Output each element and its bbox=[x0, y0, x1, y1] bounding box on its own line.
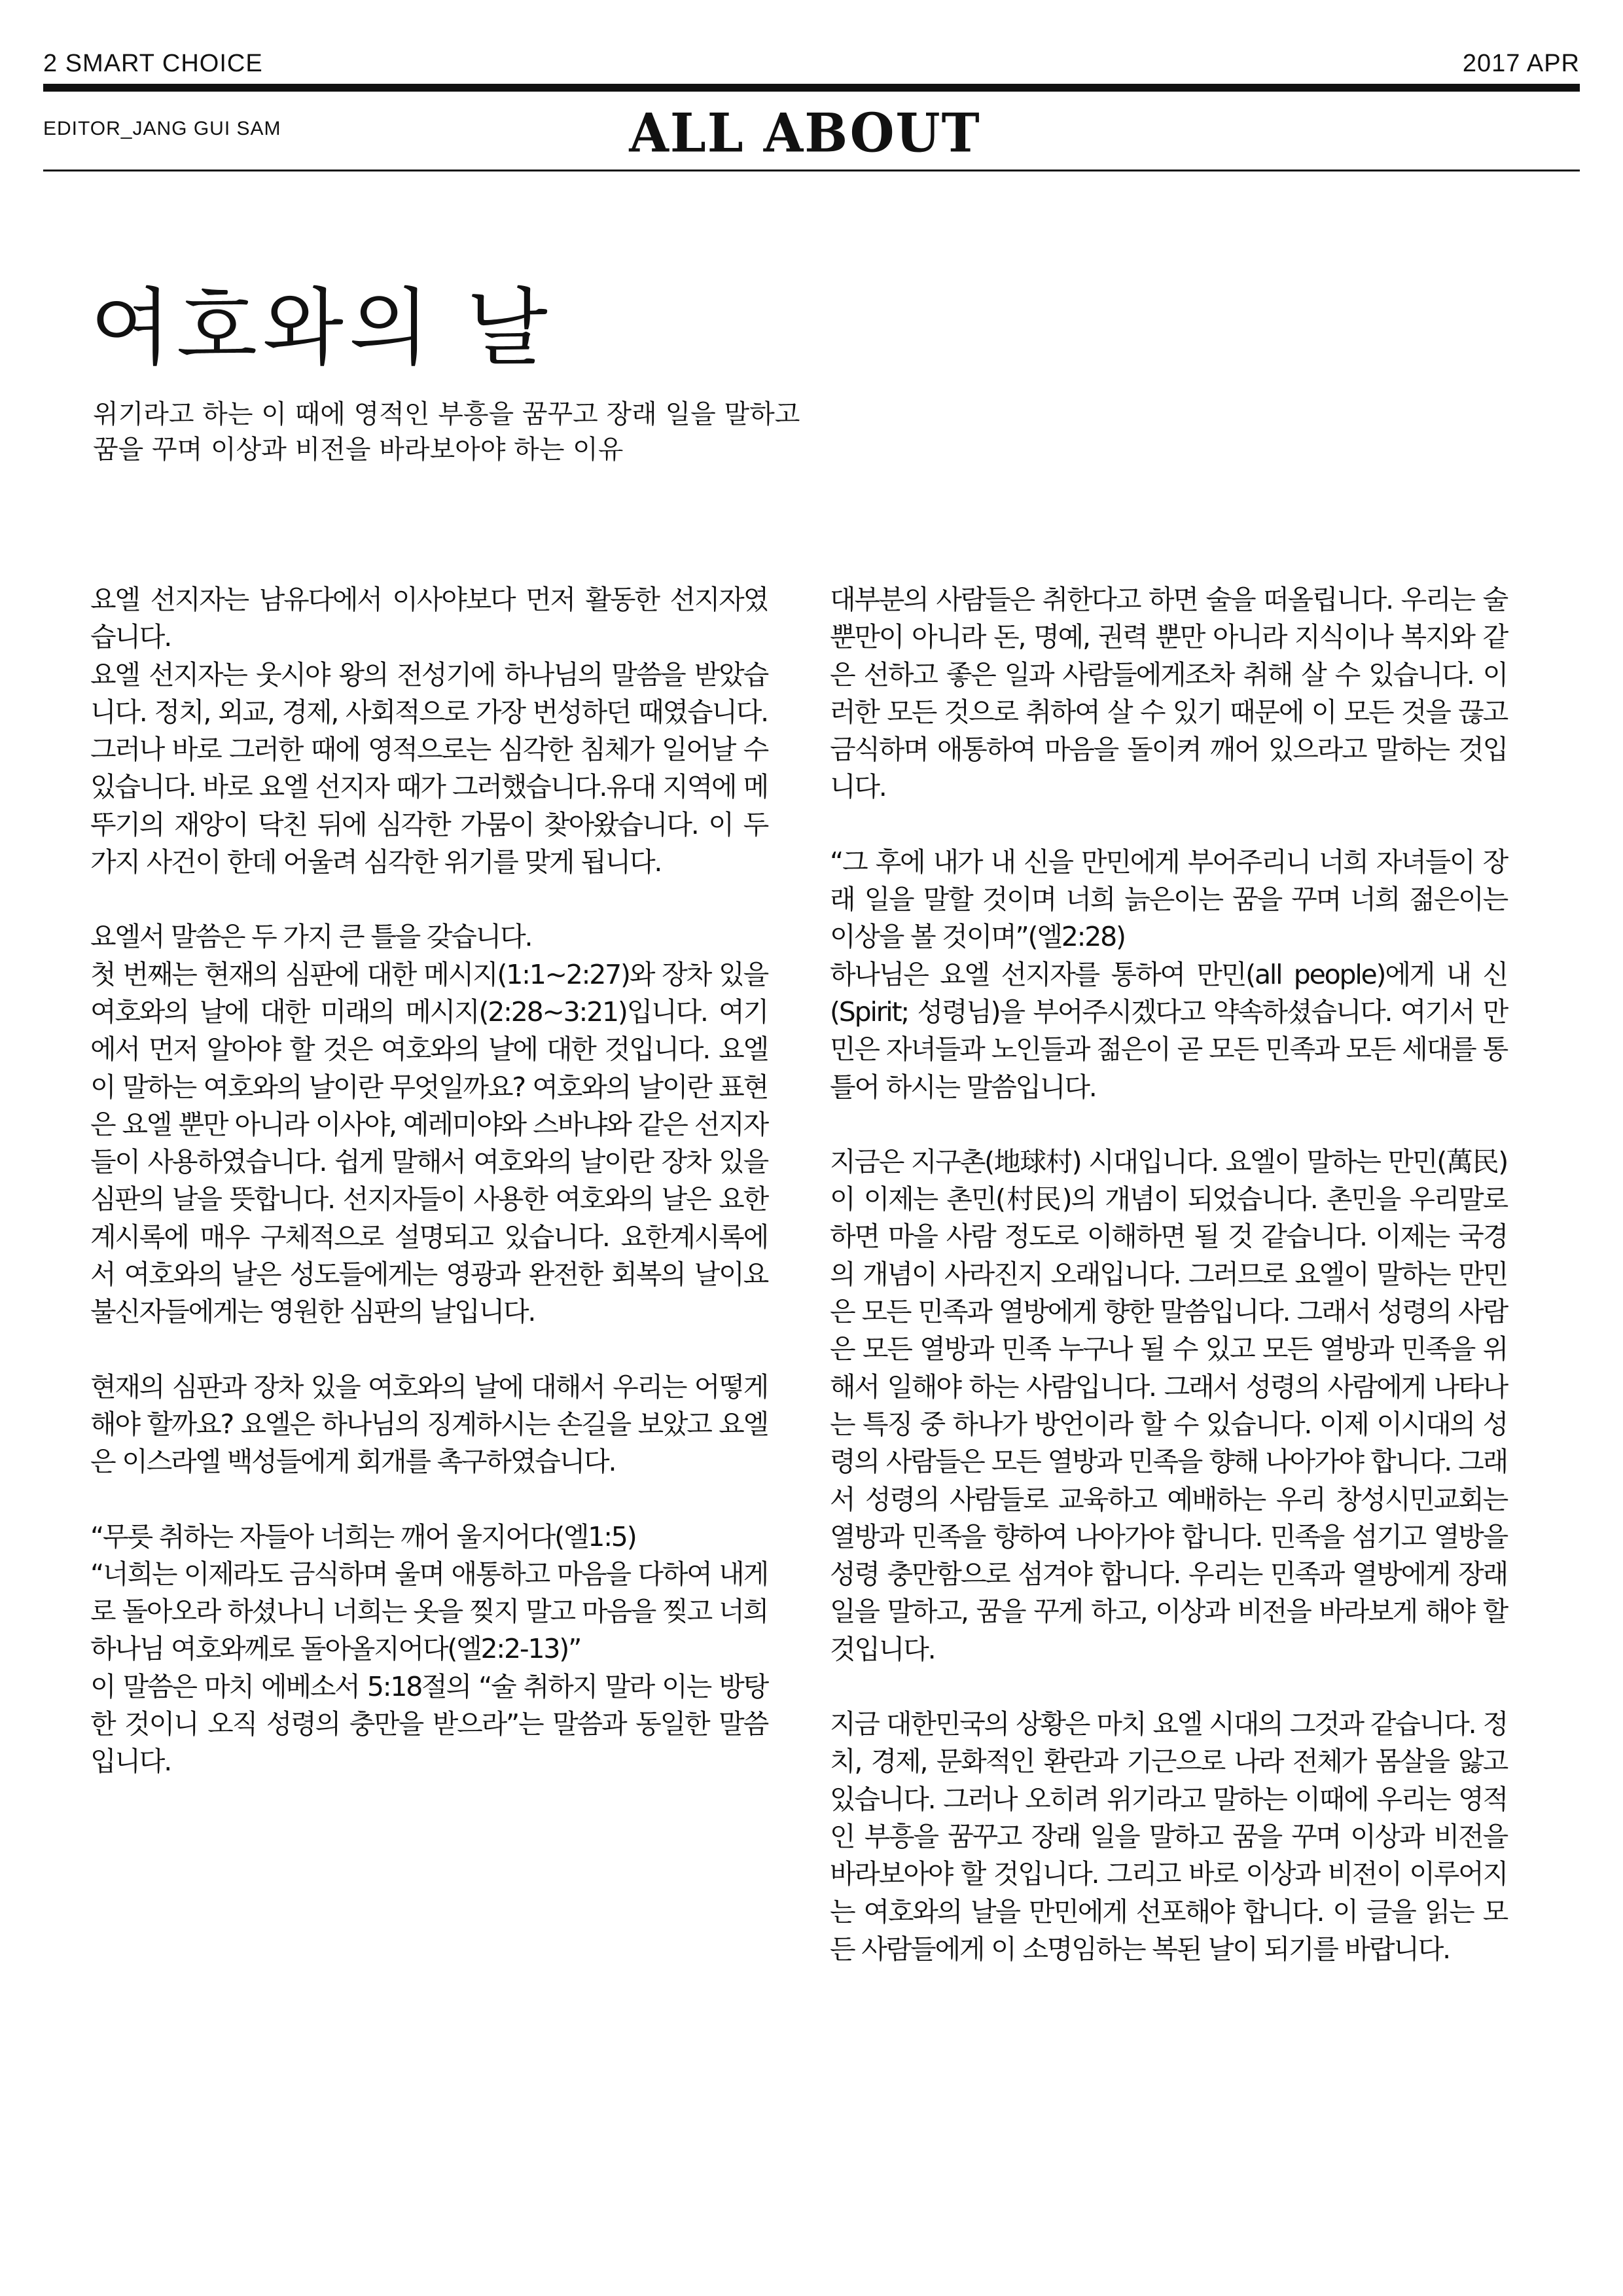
paragraph: 하나님은 요엘 선지자를 통하여 만민(all people)에게 내 신(Spirit; 성령님)을 부어주시겠다고 약속하셨습니다. 여기서 만민은 자녀들과 노인들과 젊은이 곧 모든 민족과 모든 세대를 통틀어 하시는 말씀입니다. bbox=[830, 958, 1507, 1103]
paragraph: 요엘 선지자는 웃시야 왕의 전성기에 하나님의 말씀을 받았습니다. 정치, 외교, 경제, 사회적으로 가장 번성하던 때였습니다. 그러나 바로 그러한 때에 영적으로는 심각한 침체가 일어날 수 있습니다. 바로 요엘 선지자 때가 그러했습니다.유대 지역에 메뚜기의 재앙이 닥친 뒤에 심각한 가뭄이 찾아왔습니다. 이 두 가지 사건이 한데 어울려 심각한 위기를 맞게 됩니다. bbox=[90, 658, 768, 878]
paragraph: 요엘 선지자는 남유다에서 이사야보다 먼저 활동한 선지자였습니다. bbox=[90, 584, 768, 653]
paragraph: 현재의 심판과 장차 있을 여호와의 날에 대해서 우리는 어떻게 해야 할까요? 요엘은 하나님의 징계하시는 손길을 보았고 요엘은 이스라엘 백성들에게 회개를 촉구하였습니다. bbox=[90, 1371, 768, 1478]
header-rule-thin bbox=[43, 170, 1580, 171]
article-column-left bbox=[90, 581, 768, 1781]
paragraph: “무릇 취하는 자들아 너희는 깨어 울지어다(엘1:5) bbox=[90, 1520, 636, 1552]
article-column-right bbox=[830, 581, 1507, 1968]
editor-credit: EDITOR_JANG GUI SAM bbox=[43, 118, 281, 139]
paragraph: 지금 대한민국의 상황은 마치 요엘 시대의 그것과 같습니다. 정치, 경제, 문화적인 환란과 기근으로 나라 전체가 몸살을 앓고 있습니다. 그러나 오히려 위기라고 말하는 이때에 우리는 영적인 부흥을 꿈꾸고 장래 일을 말하고 꿈을 꾸며 이상과 비전을 바라보아야 할 것입니다. 그리고 바로 이상과 비전이 이루어지는 여호와의 날을 만민에게 선포해야 합니다. 이 글을 읽는 모든 사람들에게 이 소명임하는 복된 날이 되기를 바랍니다. bbox=[830, 1708, 1507, 1965]
issue-date: 2017 APR bbox=[1462, 50, 1580, 77]
subtitle-line: 위기라고 하는 이 때에 영적인 부흥을 꿈꾸고 장래 일을 말하고 bbox=[93, 399, 800, 429]
paragraph: “너희는 이제라도 금식하며 울며 애통하고 마음을 다하여 내게로 돌아오라 하셨나니 너희는 옷을 찢지 말고 마음을 찢고 너희 하나님 여호와께로 돌아올지어다(엘2:2-13)” bbox=[90, 1558, 768, 1665]
paragraph: “그 후에 내가 내 신을 만민에게 부어주리니 너희 자녀들이 장래 일을 말할 것이며 너희 늙은이는 꿈을 꾸며 너희 젊은이는 이상을 볼 것이며”(엘2:28) bbox=[830, 846, 1507, 953]
section-title: ALL ABOUT bbox=[629, 101, 981, 165]
paragraph: 요엘서 말씀은 두 가지 큰 틀을 갖습니다. bbox=[90, 921, 532, 953]
subtitle-line: 꿈을 꾸며 이상과 비전을 바라보아야 하는 이유 bbox=[93, 435, 624, 465]
header-rule-thick bbox=[43, 84, 1580, 92]
article-subtitle bbox=[93, 397, 944, 467]
paragraph: 이 말씀은 마치 에베소서 5:18절의 “술 취하지 말라 이는 방탕한 것이니 오직 성령의 충만을 받으라”는 말씀과 동일한 말씀입니다. bbox=[90, 1670, 768, 1778]
article-title: 여호와의 날 bbox=[90, 279, 553, 377]
running-header bbox=[43, 50, 1580, 80]
paragraph: 첫 번째는 현재의 심판에 대한 메시지(1:1~2:27)와 장차 있을 여호와의 날에 대한 미래의 메시지(2:28~3:21)입니다. 여기에서 먼저 알아야 할 것은 여호와의 날에 대한 것입니다. 요엘이 말하는 여호와의 날이란 무엇일까요? 여호와의 날이란 표현은 요엘 뿐만 아니라 이사야, 예레미야와 스바냐와 같은 선지자들이 사용하였습니다. 쉽게 말해서 여호와의 날이란 장차 있을 심판의 날을 뜻합니다. 선지자들이 사용한 여호와의 날은 요한계시록에 매우 구체적으로 설명되고 있습니다. 요한계시록에서 여호와의 날은 성도들에게는 영광과 완전한 회복의 날이요 불신자들에게는 영원한 심판의 날입니다. bbox=[90, 958, 768, 1328]
page-label: 2 SMART CHOICE bbox=[43, 50, 263, 77]
paragraph: 지금은 지구촌(地球村) 시대입니다. 요엘이 말하는 만민(萬民)이 이제는 촌민(村民)의 개념이 되었습니다. 촌민을 우리말로 하면 마을 사람 정도로 이해하면 될 것 같습니다. 이제는 국경의 개념이 사라진지 오래입니다. 그러므로 요엘이 말하는 만민은 모든 민족과 열방에게 향한 말씀입니다. 그래서 성령의 사람은 모든 열방과 민족 누구나 될 수 있고 모든 열방과 민족을 위해서 일해야 하는 사람입니다. 그래서 성령의 사람에게 나타나는 특징 중 하나가 방언이라 할 수 있습니다. 이제 이시대의 성령의 사람들은 모든 열방과 민족을 향해 나아가야 합니다. 그래서 성령의 사람들로 교육하고 예배하는 우리 창성시민교회는 열방과 민족을 향하여 나아가야 합니다. 민족을 섬기고 열방을 성령 충만함으로 섬겨야 합니다. 우리는 민족과 열방에게 장래 일을 말하고, 꿈을 꾸게 하고, 이상과 비전을 바라보게 해야 할 것입니다. bbox=[830, 1145, 1507, 1665]
paragraph: 대부분의 사람들은 취한다고 하면 술을 떠올립니다. 우리는 술뿐만이 아니라 돈, 명예, 권력 뿐만 아니라 지식이나 복지와 같은 선하고 좋은 일과 사람들에게조차 취해 살 수 있습니다. 이러한 모든 것으로 취하여 살 수 있기 때문에 이 모든 것을 끊고 금식하며 애통하여 마음을 돌이켜 깨어 있으라고 말하는 것입니다. bbox=[830, 584, 1507, 803]
